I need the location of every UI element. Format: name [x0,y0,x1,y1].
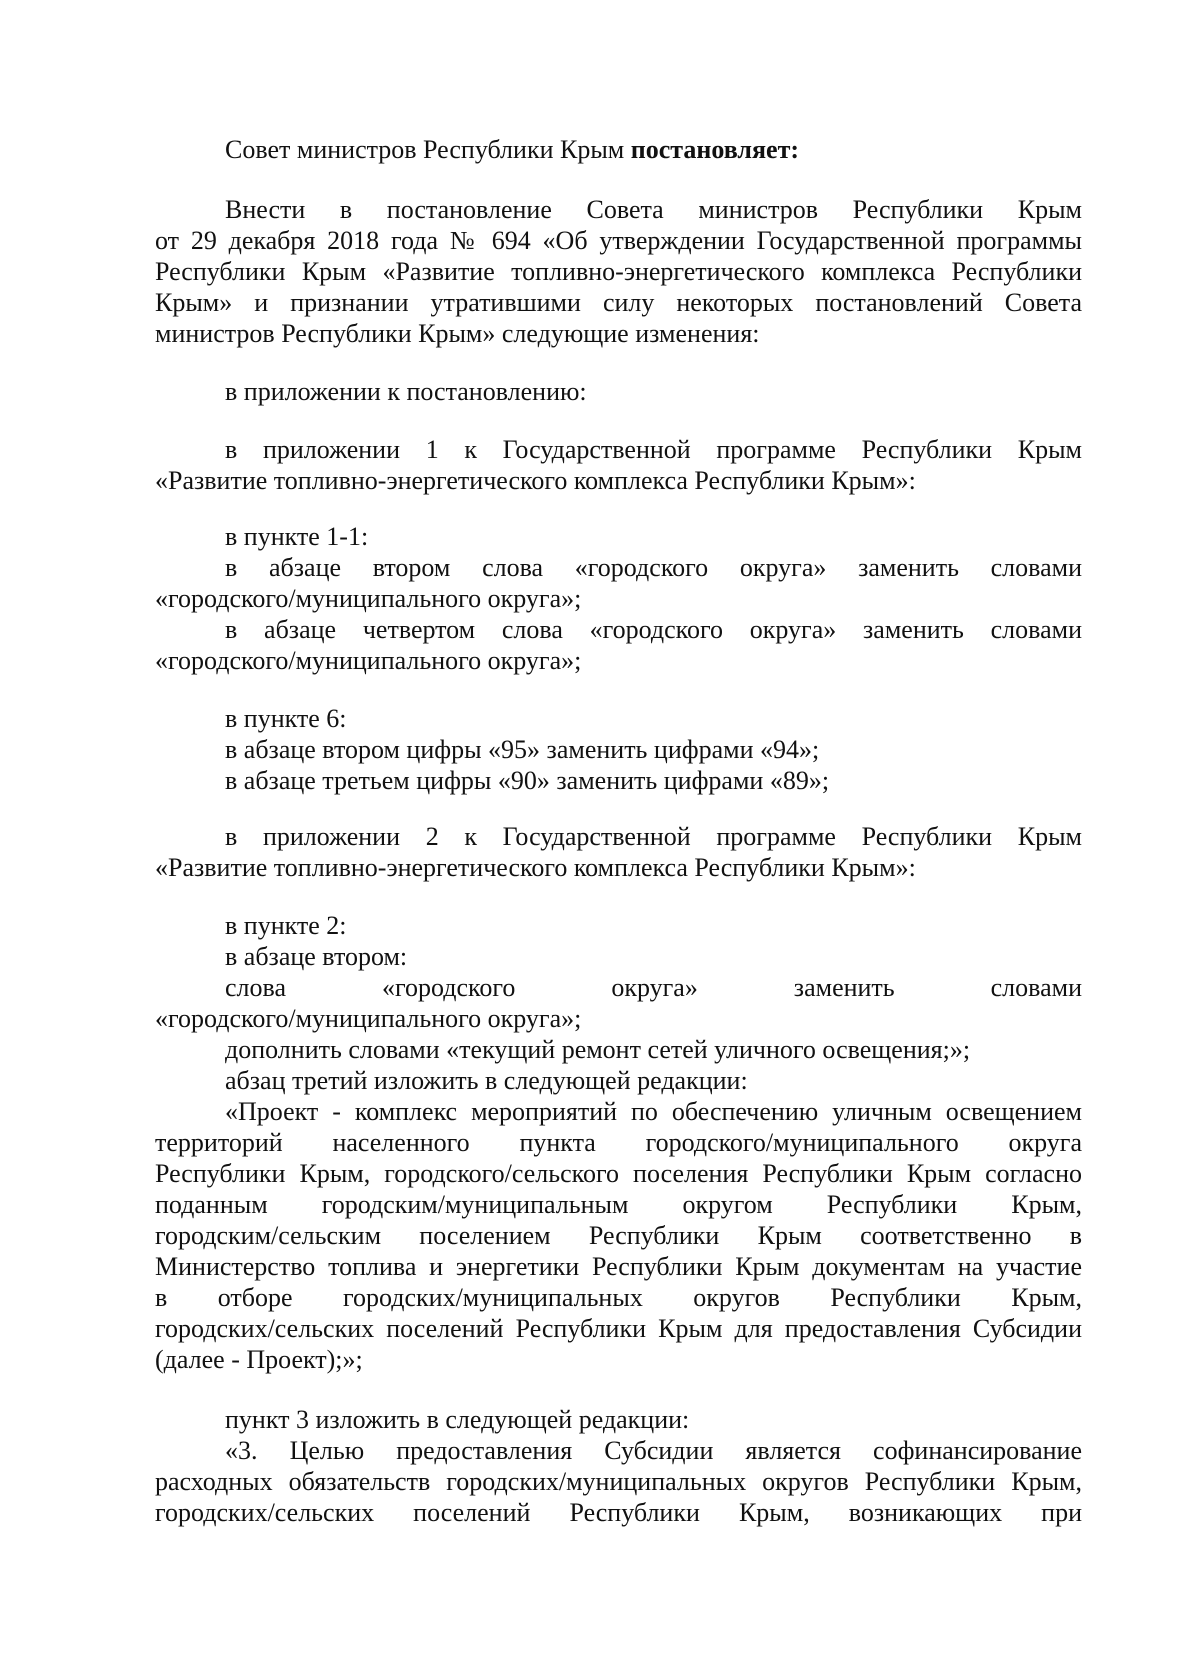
p2-line: (далее - Проект);»; [155,1345,363,1374]
p3-line: расходных обязательств городских/муниципальных округов Республики Крым, [155,1467,1082,1496]
p1-1-line: «городского/муниципального округа»; [155,646,582,675]
preamble-bold: постановляет: [630,135,800,164]
p2-line: «Проект - комплекс мероприятий по обеспечению уличным освещением [225,1097,1082,1126]
p2-line: слова «городского округа» заменить словами [225,973,1082,1002]
annex-intro: в приложении к постановлению: [225,377,587,406]
intro-line: Крым» и признании утратившими силу некоторых постановлений Совета [155,288,1082,317]
p2-line: городских/сельских поселений Республики Крым для предоставления Субсидии [155,1314,1082,1343]
intro-line: министров Республики Крым» следующие изменения: [155,319,760,348]
p2-line: в пункте 2: [225,911,347,940]
intro-line: от 29 декабря 2018 года № 694 «Об утверждении Государственной программы [155,226,1082,255]
p2-line: дополнить словами «текущий ремонт сетей уличного освещения;»; [225,1035,971,1064]
p6-line: в абзаце третьем цифры «90» заменить цифрами «89»; [225,766,830,795]
p2-line: в абзаце втором: [225,942,408,971]
p3-line: городских/сельских поселений Республики Крым, возникающих при [155,1498,1082,1527]
appendix1-line: в приложении 1 к Государственной программе Республики Крым [225,435,1082,464]
p2-line: поданным городским/муниципальным округом Республики Крым, [155,1190,1082,1219]
p2-line: в отборе городских/муниципальных округов Республики Крым, [155,1283,1082,1312]
p2-line: городским/сельским поселением Республики Крым соответственно в [155,1221,1082,1250]
p1-1-line: в абзаце втором слова «городского округа» заменить словами [225,553,1082,582]
p3-line: «3. Целью предоставления Субсидии является софинансирование [225,1436,1082,1465]
intro-line: Республики Крым «Развитие топливно-энергетического комплекса Республики [155,257,1082,286]
p3-line: пункт 3 изложить в следующей редакции: [225,1405,690,1434]
p2-line: абзац третий изложить в следующей редакции: [225,1066,748,1095]
p1-1-line: в пункте 1-1: [225,522,369,551]
p2-line: территорий населенного пункта городского/муниципального округа [155,1128,1082,1157]
intro-line: Внести в постановление Совета министров Республики Крым [225,195,1082,224]
p2-line: «городского/муниципального округа»; [155,1004,582,1033]
appendix2-line: в приложении 2 к Государственной программе Республики Крым [225,822,1082,851]
p1-1-line: в абзаце четвертом слова «городского округа» заменить словами [225,615,1082,644]
appendix2-line: «Развитие топливно-энергетического комплекса Республики Крым»: [155,853,916,882]
p1-1-line: «городского/муниципального округа»; [155,584,582,613]
p2-line: Министерство топлива и энергетики Республики Крым документам на участие [155,1252,1082,1281]
p6-line: в абзаце втором цифры «95» заменить цифрами «94»; [225,735,820,764]
p6-line: в пункте 6: [225,704,347,733]
preamble-line: Совет министров Республики Крым постановляет: [225,135,800,164]
p2-line: Республики Крым, городского/сельского поселения Республики Крым согласно [155,1159,1082,1188]
appendix1-line: «Развитие топливно-энергетического комплекса Республики Крым»: [155,466,916,495]
